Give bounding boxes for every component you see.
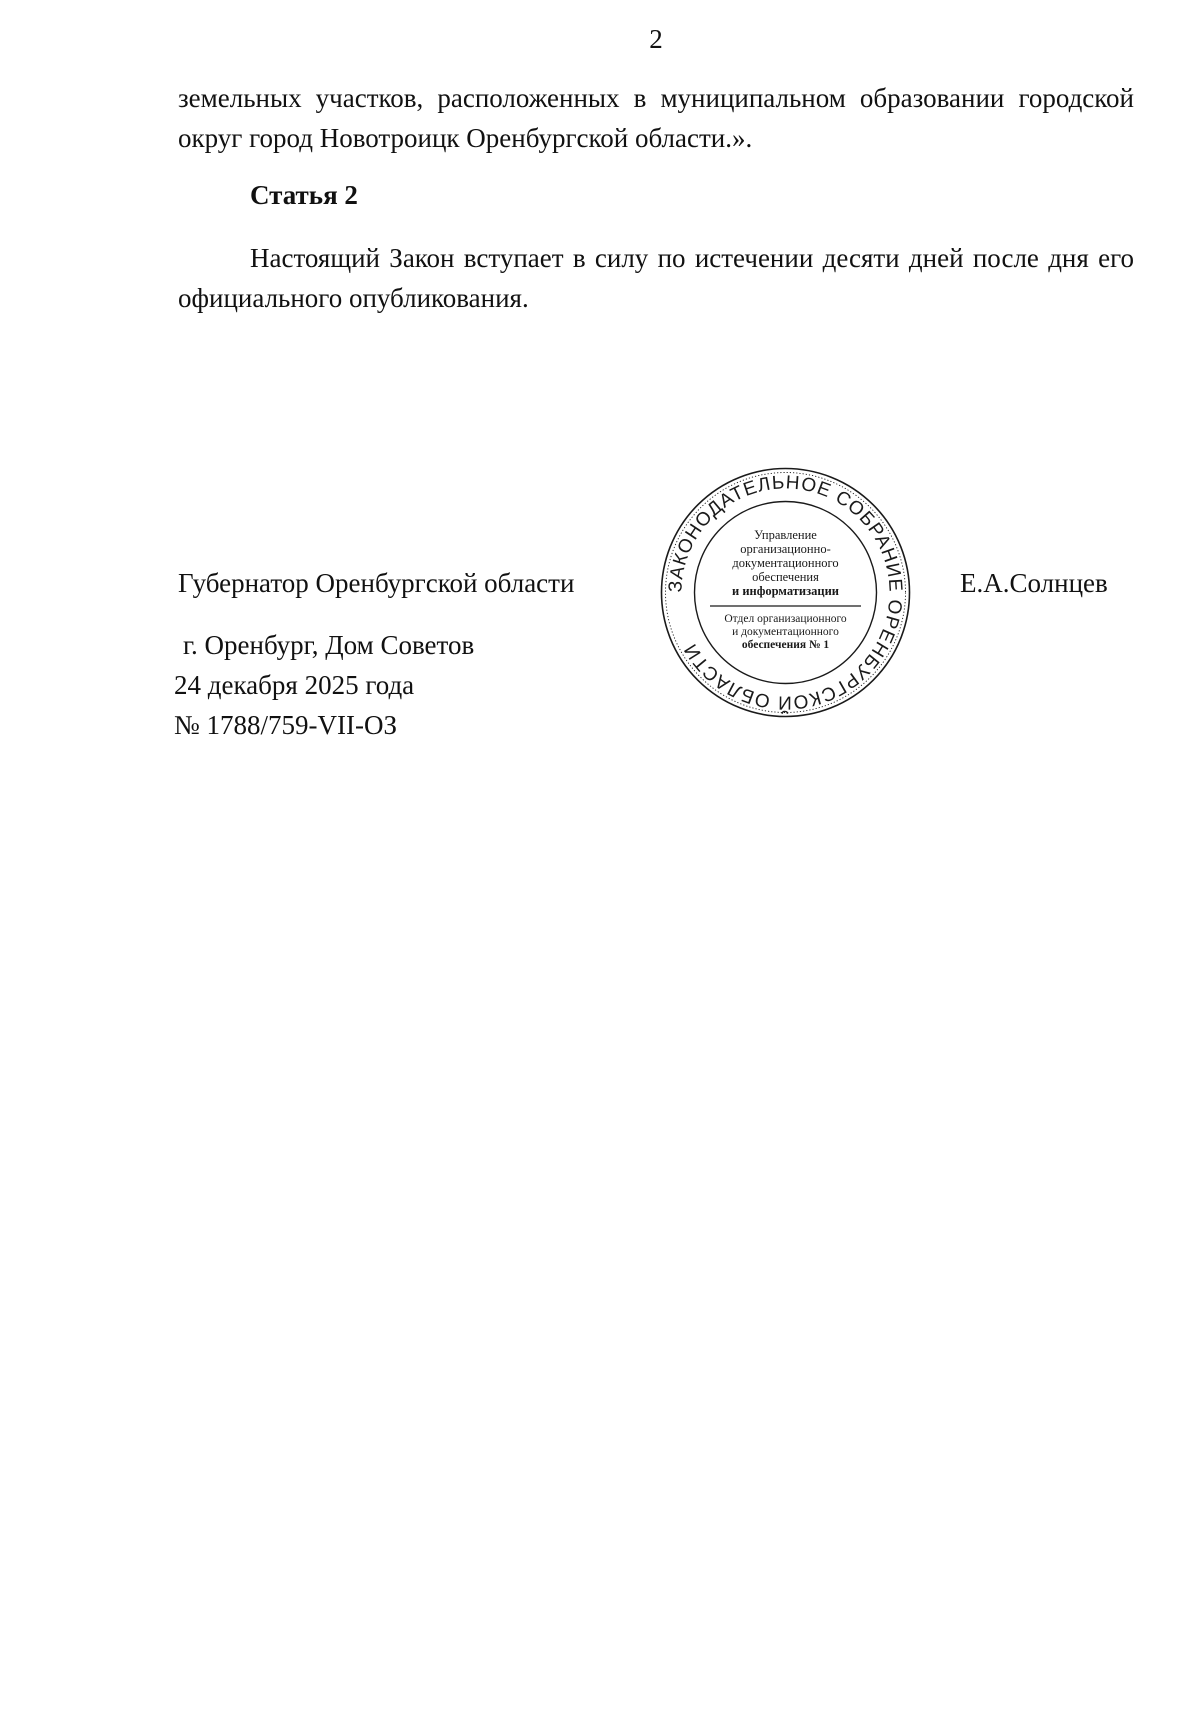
paragraph-continuation: земельных участков, расположенных в муниципальном образовании городской округ город Новотроицк Оренбургской области.». [178, 83, 1134, 153]
issuance-place: г. Оренбург, Дом Советов [183, 630, 475, 660]
seal-graphic [658, 465, 913, 720]
signatory-position: Губернатор Оренбургской области [178, 568, 575, 598]
svg-text:документационного: документационного [732, 556, 839, 570]
svg-text:Управление: Управление [754, 528, 817, 542]
seal-center-text [710, 528, 861, 651]
paragraph-article-2-text: Настоящий Закон вступает в силу по истечении десяти дней после дня его официального опубликования. [178, 243, 1134, 313]
svg-text:и документационного: и документационного [732, 626, 839, 638]
official-seal [658, 465, 913, 720]
svg-text:обеспечения № 1: обеспечения № 1 [741, 639, 830, 651]
issuance-date: 24 декабря 2025 года [174, 670, 415, 700]
signatory-name: Е.А.Солнцев [960, 568, 1108, 598]
svg-text:Отдел организационного: Отдел организационного [724, 613, 847, 625]
law-number: № 1788/759-VII-ОЗ [174, 710, 398, 740]
seal-outer-text: ЗАКОНОДАТЕЛЬНОЕ СОБРАНИЕ ОРЕНБУРГСКОЙ ОБЛАСТИ [665, 472, 906, 713]
svg-text:и информатизации: и информатизации [732, 584, 839, 598]
page-number: 2 [649, 24, 663, 54]
paragraph-article-2 [178, 238, 1134, 318]
svg-text:организационно-: организационно- [740, 542, 831, 556]
svg-text:обеспечения: обеспечения [752, 570, 819, 584]
article-heading: Статья 2 [250, 180, 358, 210]
